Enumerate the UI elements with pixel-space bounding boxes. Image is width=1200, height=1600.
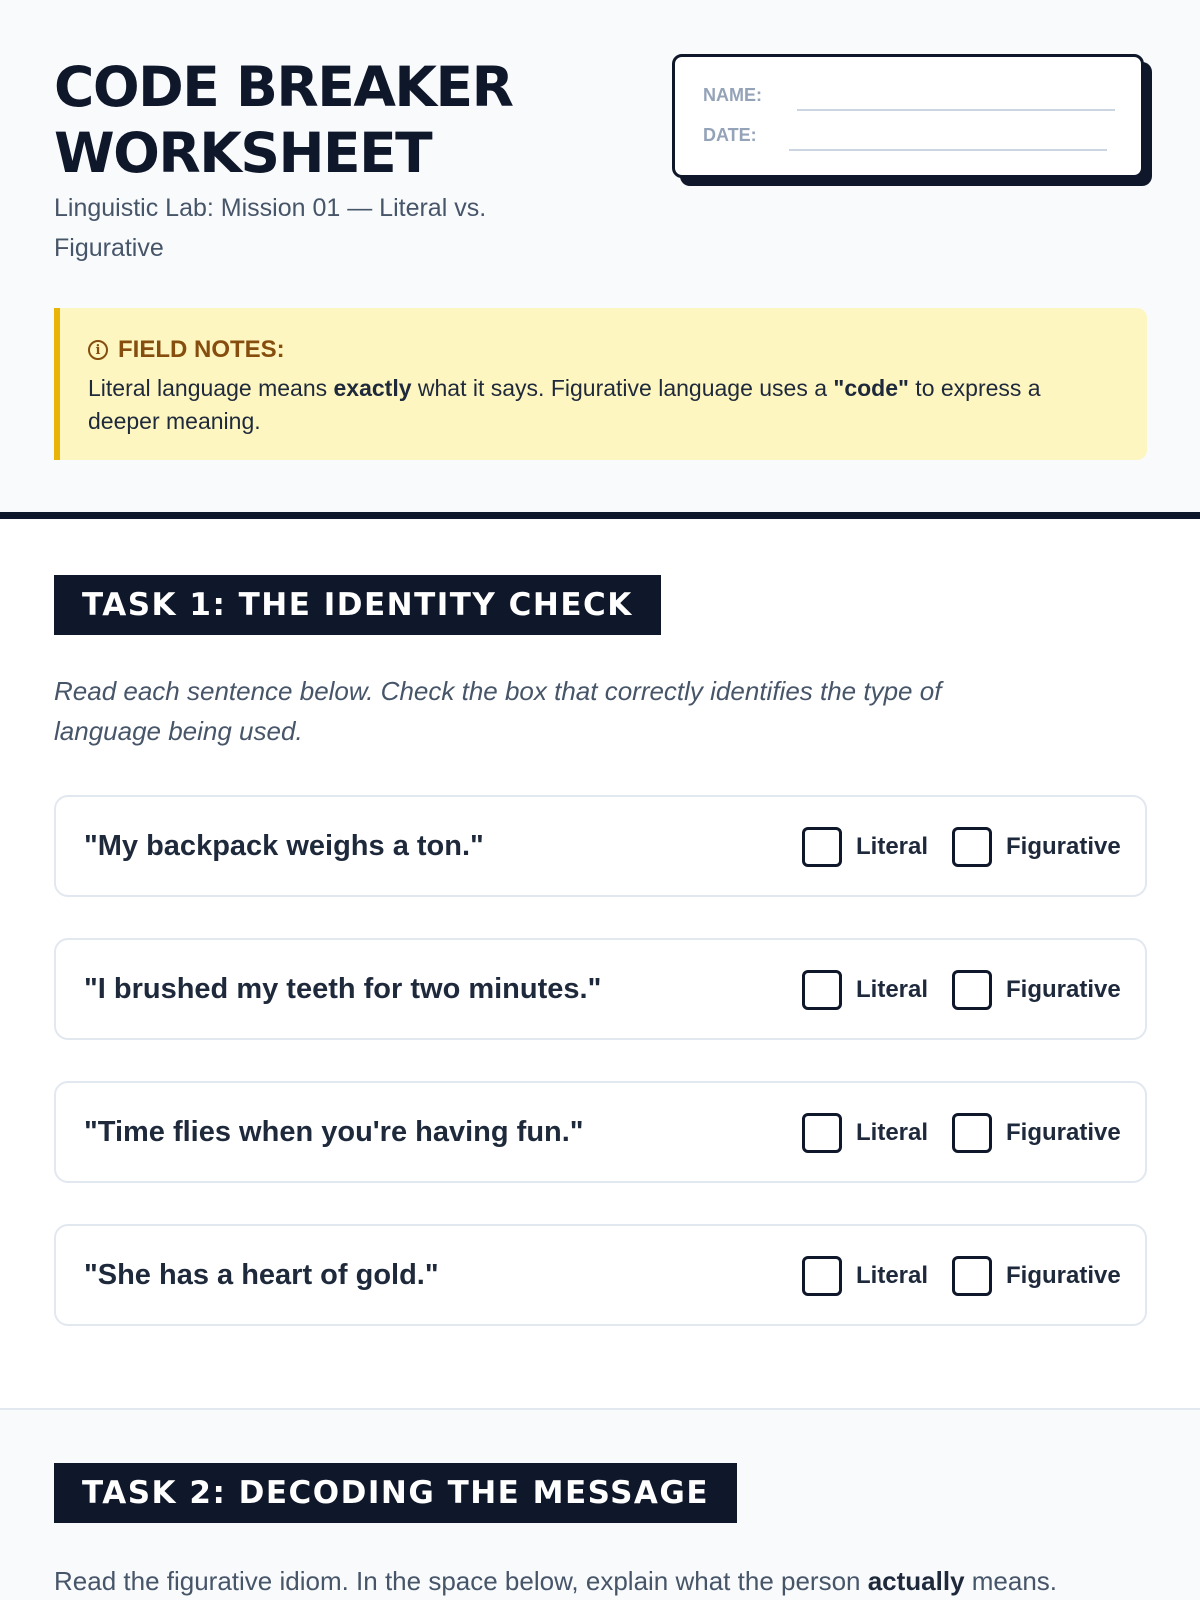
literal-label: Literal xyxy=(856,1119,929,1146)
date-row xyxy=(703,121,1115,151)
task1-instructions: Read each sentence below. Check the box that correctly identifies the type of language being used. xyxy=(54,676,942,746)
field-notes-title: FIELD NOTES: xyxy=(118,336,285,363)
task2-emphasis: actually xyxy=(867,1566,965,1596)
literal-option[interactable] xyxy=(802,970,928,1010)
task1-section xyxy=(0,519,1200,1410)
figurative-checkbox[interactable] xyxy=(952,1256,992,1296)
question-text: "I brushed my teeth for two minutes." xyxy=(84,973,602,1005)
task1-heading: TASK 1: THE IDENTITY CHECK xyxy=(54,575,661,635)
literal-label: Literal xyxy=(856,1262,929,1289)
question-text: "My backpack weighs a ton." xyxy=(84,830,484,862)
question-text: "She has a heart of gold." xyxy=(84,1259,439,1291)
section-divider xyxy=(0,512,1200,519)
figurative-option[interactable] xyxy=(952,970,1121,1010)
figurative-option[interactable] xyxy=(952,1113,1121,1153)
notes-text-part: what it says. Figurative language uses a xyxy=(411,375,834,401)
figurative-label: Figurative xyxy=(1006,833,1121,860)
info-icon: i xyxy=(88,340,108,360)
figurative-checkbox[interactable] xyxy=(952,1113,992,1153)
figurative-checkbox[interactable] xyxy=(952,827,992,867)
question-card xyxy=(54,795,1147,897)
figurative-label: Figurative xyxy=(1006,1119,1121,1146)
literal-option[interactable] xyxy=(802,1113,928,1153)
task2-instructions xyxy=(54,1563,1057,1599)
question-card xyxy=(54,938,1147,1040)
task2-text-part: means. xyxy=(964,1566,1058,1596)
literal-label: Literal xyxy=(856,833,929,860)
name-label: NAME: xyxy=(703,85,762,105)
page-subtitle: Linguistic Lab: Mission 01 — Literal vs. Figurative xyxy=(54,194,487,262)
question-text: "Time flies when you're having fun." xyxy=(84,1116,584,1148)
field-notes-header xyxy=(88,336,1117,364)
question-card xyxy=(54,1081,1147,1183)
literal-label: Literal xyxy=(856,976,929,1003)
literal-option[interactable] xyxy=(802,1256,928,1296)
task2-text-part: Read the figurative idiom. In the space below, explain what the person xyxy=(54,1566,868,1596)
task2-section xyxy=(0,1410,1200,1600)
figurative-option[interactable] xyxy=(952,827,1121,867)
figurative-checkbox[interactable] xyxy=(952,970,992,1010)
question-card xyxy=(54,1224,1147,1326)
page-title: CODE BREAKER WORKSHEET xyxy=(54,55,513,185)
figurative-option[interactable] xyxy=(952,1256,1121,1296)
notes-emphasis: exactly xyxy=(333,375,412,401)
task2-heading: TASK 2: DECODING THE MESSAGE xyxy=(54,1463,737,1523)
field-notes-callout xyxy=(54,308,1147,460)
student-info-card xyxy=(672,54,1144,178)
name-field[interactable] xyxy=(797,109,1115,111)
worksheet-header xyxy=(0,0,1200,515)
literal-checkbox[interactable] xyxy=(802,1113,842,1153)
figurative-label: Figurative xyxy=(1006,976,1121,1003)
notes-emphasis: "code" xyxy=(833,375,909,401)
literal-checkbox[interactable] xyxy=(802,970,842,1010)
field-notes-text xyxy=(88,372,1117,438)
figurative-label: Figurative xyxy=(1006,1262,1121,1289)
notes-text-part: Literal language means xyxy=(88,375,334,401)
date-label: DATE: xyxy=(703,125,757,145)
notes-text-part: to express a deeper meaning. xyxy=(88,375,1041,434)
date-field[interactable] xyxy=(789,149,1107,151)
name-row xyxy=(703,81,1115,111)
literal-checkbox[interactable] xyxy=(802,1256,842,1296)
literal-option[interactable] xyxy=(802,827,928,867)
literal-checkbox[interactable] xyxy=(802,827,842,867)
